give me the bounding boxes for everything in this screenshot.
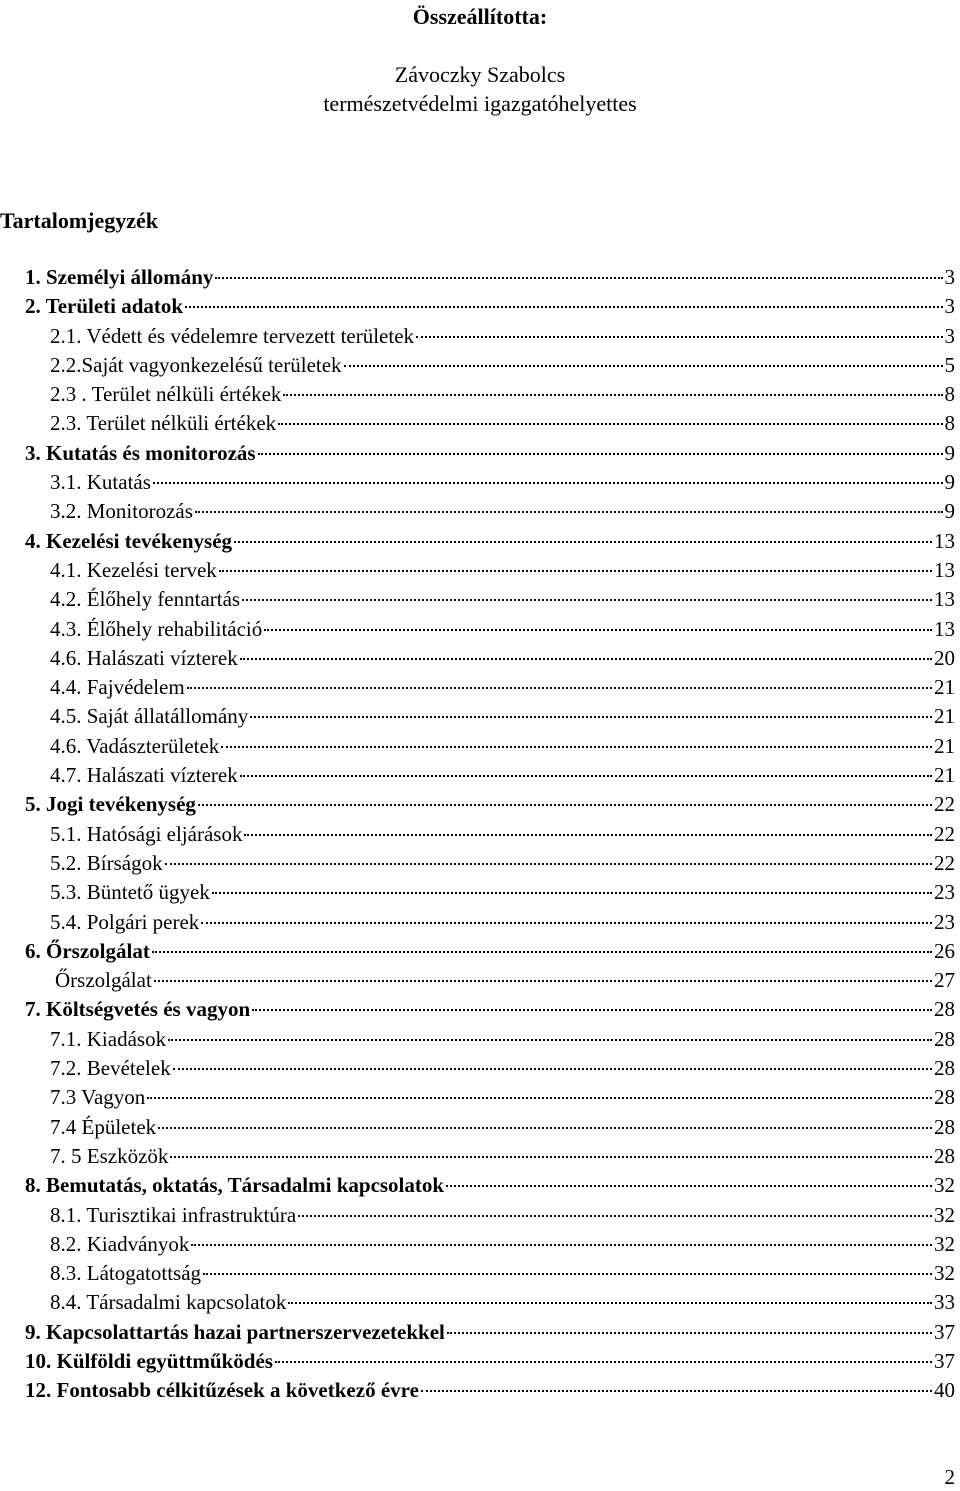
toc-entry-text: 8. Bemutatás, oktatás, Társadalmi kapcsolatok [25, 1173, 445, 1198]
toc-entry[interactable] [25, 908, 955, 937]
toc-dot-leader [219, 569, 932, 572]
toc-entry-page: 32 [934, 1231, 955, 1256]
toc-entry-text: 5.4. Polgári perek [50, 909, 200, 934]
toc-entry-page: 21 [934, 675, 955, 700]
toc-entry-page: 32 [934, 1261, 955, 1286]
table-of-contents [25, 263, 955, 1406]
toc-entry[interactable] [25, 1083, 955, 1112]
toc-entry[interactable] [25, 263, 955, 292]
toc-entry-text: 4.4. Fajvédelem [50, 675, 185, 700]
toc-entry-page: 21 [934, 704, 955, 729]
toc-entry-page: 37 [934, 1319, 955, 1344]
author-name: Závoczky Szabolcs [394, 62, 566, 87]
toc-dot-leader [203, 1272, 932, 1275]
toc-entry-page: 5 [944, 352, 955, 377]
toc-entry-page: 8 [944, 382, 955, 407]
toc-entry[interactable] [25, 615, 955, 644]
toc-entry-text: 12. Fontosabb célkitűzések a következő évre [25, 1378, 419, 1403]
toc-entry-page: 13 [934, 528, 955, 553]
page-number: 2 [944, 1465, 955, 1489]
toc-entry[interactable] [25, 702, 955, 731]
toc-entry-text: 8.3. Látogatottság [50, 1261, 202, 1286]
toc-entry-page: 22 [934, 821, 955, 846]
toc-dot-leader [158, 1126, 932, 1129]
toc-dot-leader [446, 1184, 932, 1187]
toc-entry-page: 21 [934, 763, 955, 788]
toc-entry-text: 8.4. Társadalmi kapcsolatok [50, 1290, 287, 1315]
toc-dot-leader [187, 686, 932, 689]
toc-entry-text: 7.4 Épületek [50, 1114, 157, 1139]
toc-entry-text: 8.1. Turisztikai infrastruktúra [50, 1202, 297, 1227]
toc-entry-page: 28 [934, 1114, 955, 1139]
toc-entry-text: 7. Költségvetés és vagyon [25, 997, 251, 1022]
toc-entry-page: 37 [934, 1348, 955, 1373]
toc-entry[interactable] [25, 849, 955, 878]
toc-entry-page: 26 [934, 938, 955, 963]
toc-entry[interactable] [25, 585, 955, 614]
toc-entry-text: 2.3 . Terület nélküli értékek [50, 382, 282, 407]
toc-dot-leader [147, 1096, 932, 1099]
toc-dot-leader [416, 335, 942, 338]
toc-entry-text: 7. 5 Eszközök [50, 1143, 169, 1168]
toc-entry-text: 7.1. Kiadások [50, 1026, 167, 1051]
toc-dot-leader [170, 1155, 932, 1158]
toc-entry-page: 32 [934, 1173, 955, 1198]
toc-entry[interactable] [25, 1025, 955, 1054]
toc-entry-text: 3.2. Monitorozás [50, 499, 193, 524]
toc-entry-text: 10. Külföldi együttműködés [25, 1348, 273, 1373]
toc-entry-text: 6. Őrszolgálat [25, 938, 150, 963]
toc-entry-page: 28 [934, 997, 955, 1022]
toc-entry-text: Őrszolgálat [55, 968, 152, 993]
toc-dot-leader [344, 364, 943, 367]
toc-dot-leader [250, 715, 932, 718]
toc-entry[interactable] [25, 439, 955, 468]
toc-entry-text: 7.2. Bevételek [50, 1056, 171, 1081]
toc-dot-leader [152, 950, 932, 953]
toc-entry-page: 33 [934, 1290, 955, 1315]
toc-dot-leader [165, 862, 932, 865]
toc-title: Tartalomjegyzék [0, 208, 159, 233]
toc-entry[interactable] [25, 1054, 955, 1083]
toc-entry[interactable] [25, 644, 955, 673]
toc-entry-text: 4.5. Saját állatállomány [50, 704, 249, 729]
toc-entry-text: 1. Személyi állomány [25, 265, 214, 289]
toc-entry-page: 20 [934, 645, 955, 670]
toc-entry-page: 3 [944, 265, 955, 289]
toc-entry-page: 23 [934, 909, 955, 934]
toc-dot-leader [234, 540, 932, 543]
toc-entry-text: 5.2. Bírságok [50, 850, 163, 875]
toc-dot-leader [242, 598, 932, 601]
toc-dot-leader [240, 774, 932, 777]
toc-dot-leader [252, 1008, 932, 1011]
toc-entry-page: 28 [934, 1026, 955, 1051]
toc-dot-leader [185, 305, 942, 308]
toc-entry-page: 21 [934, 733, 955, 758]
toc-dot-leader [153, 481, 943, 484]
toc-entry-page: 9 [944, 499, 955, 524]
toc-entry-page: 13 [934, 616, 955, 641]
toc-dot-leader [195, 510, 943, 513]
toc-entry[interactable] [25, 1288, 955, 1317]
toc-entry-text: 4.7. Halászati vízterek [50, 763, 238, 788]
toc-entry-text: 2. Területi adatok [25, 294, 184, 319]
toc-dot-leader [201, 921, 932, 924]
toc-entry-text: 3. Kutatás és monitorozás [25, 440, 256, 465]
toc-dot-leader [264, 628, 932, 631]
toc-entry-text: 2.2.Saját vagyonkezelésű területek [50, 352, 342, 377]
compiled-by-heading: Összeállította: [412, 4, 548, 29]
toc-entry-page: 28 [934, 1143, 955, 1168]
toc-entry-page: 13 [934, 557, 955, 582]
toc-entry[interactable] [25, 1142, 955, 1171]
toc-entry-text: 7.3 Vagyon [50, 1085, 146, 1110]
toc-entry-page: 40 [934, 1378, 955, 1403]
toc-dot-leader [198, 803, 932, 806]
toc-entry[interactable] [25, 820, 955, 849]
toc-entry-page: 32 [934, 1202, 955, 1227]
toc-dot-leader [298, 1214, 932, 1217]
toc-dot-leader [275, 1360, 932, 1363]
toc-entry[interactable] [25, 761, 955, 790]
toc-entry-page: 3 [944, 294, 955, 319]
toc-dot-leader [421, 1389, 932, 1392]
toc-entry-text: 3.1. Kutatás [50, 470, 151, 495]
toc-entry-page: 9 [944, 440, 955, 465]
toc-dot-leader [447, 1331, 932, 1334]
toc-entry[interactable] [25, 1318, 955, 1347]
toc-entry[interactable] [25, 1171, 955, 1200]
toc-entry-text: 5. Jogi tevékenység [25, 792, 196, 817]
toc-entry[interactable] [25, 556, 955, 585]
toc-entry-text: 2.3. Terület nélküli értékek [50, 411, 277, 436]
toc-entry-page: 28 [934, 1085, 955, 1110]
toc-dot-leader [258, 452, 943, 455]
toc-dot-leader [154, 979, 932, 982]
toc-entry-page: 28 [934, 1056, 955, 1081]
toc-entry-text: 4.6. Vadászterületek [50, 733, 220, 758]
toc-entry-page: 27 [934, 968, 955, 993]
toc-entry[interactable] [25, 1201, 955, 1230]
toc-entry[interactable] [25, 995, 955, 1024]
toc-entry[interactable] [25, 790, 955, 819]
toc-entry[interactable] [25, 732, 955, 761]
author-role: természetvédelmi igazgatóhelyettes [323, 91, 637, 116]
toc-entry[interactable] [25, 1376, 955, 1405]
toc-entry-text: 5.3. Büntető ügyek [50, 880, 210, 905]
toc-entry[interactable] [25, 322, 955, 351]
toc-entry-page: 13 [934, 587, 955, 612]
toc-entry-page: 22 [934, 850, 955, 875]
toc-entry[interactable] [25, 351, 955, 380]
toc-entry-text: 2.1. Védett és védelemre tervezett területek [50, 323, 415, 348]
toc-dot-leader [221, 745, 932, 748]
toc-entry[interactable] [25, 1347, 955, 1376]
toc-dot-leader [168, 1038, 932, 1041]
toc-entry[interactable] [25, 409, 955, 438]
toc-entry[interactable] [25, 878, 955, 907]
toc-entry-text: 4.6. Halászati vízterek [50, 645, 238, 670]
toc-entry-text: 4.2. Élőhely fenntartás [50, 587, 241, 612]
toc-entry[interactable] [25, 937, 955, 966]
toc-entry[interactable] [25, 468, 955, 497]
toc-dot-leader [288, 1301, 932, 1304]
toc-dot-leader [212, 891, 932, 894]
toc-entry-page: 8 [944, 411, 955, 436]
toc-dot-leader [278, 422, 942, 425]
toc-entry-page: 9 [944, 470, 955, 495]
toc-entry-page: 3 [944, 323, 955, 348]
toc-dot-leader [283, 393, 942, 396]
toc-entry[interactable] [25, 292, 955, 321]
toc-entry[interactable] [25, 380, 955, 409]
toc-dot-leader [240, 657, 932, 660]
toc-entry[interactable] [25, 527, 955, 556]
toc-entry[interactable] [25, 1113, 955, 1142]
toc-entry-text: 4.3. Élőhely rehabilitáció [50, 616, 263, 641]
toc-entry[interactable] [25, 673, 955, 702]
toc-entry[interactable] [25, 1230, 955, 1259]
toc-entry[interactable] [25, 497, 955, 526]
toc-entry-text: 4. Kezelési tevékenység [25, 528, 233, 553]
toc-entry[interactable] [25, 966, 955, 995]
toc-dot-leader [173, 1067, 932, 1070]
toc-entry-text: 8.2. Kiadványok [50, 1231, 190, 1256]
toc-dot-leader [191, 1243, 932, 1246]
toc-entry-text: 4.1. Kezelési tervek [50, 557, 217, 582]
toc-entry-text: 5.1. Hatósági eljárások [50, 821, 243, 846]
toc-entry[interactable] [25, 1259, 955, 1288]
toc-dot-leader [215, 276, 942, 279]
toc-entry-text: 9. Kapcsolattartás hazai partnerszervezetekkel [25, 1319, 445, 1344]
toc-dot-leader [244, 833, 932, 836]
toc-entry-page: 23 [934, 880, 955, 905]
toc-entry-page: 22 [934, 792, 955, 817]
